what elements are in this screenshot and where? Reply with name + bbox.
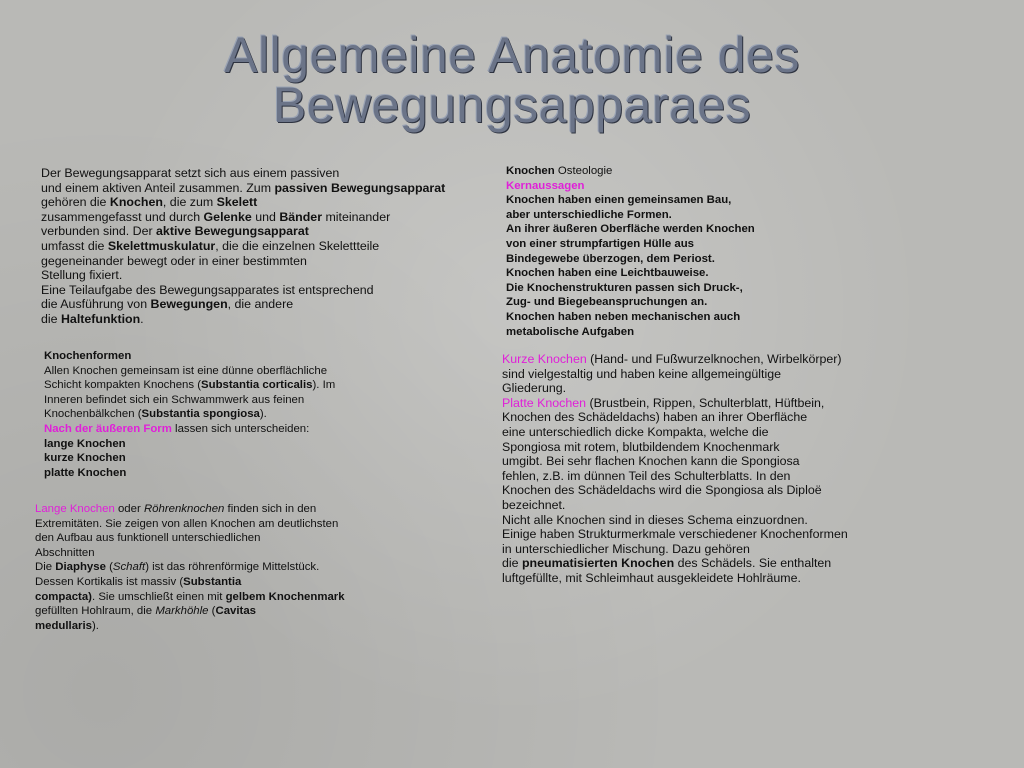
text-span: umgibt. Bei sehr flachen Knochen kann die Spongiosa: [502, 454, 800, 469]
text-line: [502, 425, 848, 440]
slide-title: [0, 27, 1024, 133]
text-span: (Brustbein, Rippen, Schulterblatt, Hüftbein,: [586, 395, 825, 410]
bold-text: Knochen: [506, 165, 555, 177]
text-span: gehören die: [41, 195, 110, 210]
text-line: [502, 513, 848, 528]
bold-text: gelbem Knochenmark: [225, 590, 345, 603]
text-span: (: [105, 561, 113, 574]
bold-text: Skelettmuskulatur: [107, 238, 216, 253]
text-span: (: [208, 605, 216, 618]
text-line: [502, 454, 848, 469]
bold-text: metabolische Aufgaben: [506, 325, 635, 338]
text-span: Eine Teilaufgabe des Bewegungsapparates ist entsprechend: [41, 282, 374, 297]
text-line: [44, 407, 335, 422]
text-line: [41, 312, 445, 327]
text-line: [44, 437, 335, 452]
text-line: [506, 266, 755, 281]
text-line: [44, 422, 335, 437]
text-span: den Aufbau aus funktionell unterschiedlichen: [35, 532, 261, 545]
text-line: [502, 440, 848, 455]
highlight-text: Nach der äußeren Form: [44, 422, 172, 435]
text-span: Extremitäten. Sie zeigen von allen Knochen am deutlichsten: [35, 517, 339, 530]
bold-text: Knochenformen: [44, 350, 132, 362]
text-span: des Schädels. Sie enthalten: [674, 556, 832, 571]
text-span: Dessen Kortikalis ist massiv (: [35, 575, 184, 588]
text-line: [502, 527, 848, 542]
text-span: in unterschiedlicher Mischung. Dazu gehören: [502, 541, 750, 556]
text-span: sind vielgestaltig und haben keine allgemeingültige: [502, 366, 781, 381]
text-line: [35, 517, 345, 532]
text-span: Einige haben Strukturmerkmale verschiedener Knochenformen: [502, 527, 848, 542]
text-span: miteinander: [322, 209, 391, 224]
text-span: , die zum: [162, 195, 217, 210]
text-span: ). Im: [312, 379, 336, 392]
text-span: Knochenbälkchen (: [44, 408, 142, 421]
knochenformen-section: [44, 349, 335, 480]
text-line: [35, 560, 345, 575]
bold-text: compacta): [35, 590, 92, 603]
text-span: und einem aktiven Anteil zusammen. Zum: [41, 180, 275, 195]
bold-text: Haltefunktion: [60, 311, 141, 326]
bold-text: Knochen haben neben mechanischen auch: [506, 310, 741, 323]
text-span: oder: [114, 503, 144, 515]
bold-text: Substantia spongiosa: [141, 408, 260, 421]
text-span: ).: [91, 619, 99, 632]
text-line: [41, 181, 445, 196]
highlight-text: Kernaussagen: [506, 179, 585, 192]
text-line: [35, 502, 345, 517]
text-line: [506, 222, 755, 237]
bold-text: Zug- und Biegebeanspruchungen an.: [506, 296, 708, 309]
bold-text: Substantia corticalis: [201, 379, 313, 392]
text-line: [44, 451, 335, 466]
text-span: gegeneinander bewegt oder in einer bestimmten: [41, 253, 307, 268]
text-line: [44, 364, 335, 379]
bold-text: Bindegewebe überzogen, dem Periost.: [506, 252, 715, 265]
highlight-text: Lange Knochen: [35, 503, 115, 515]
text-line: [41, 224, 445, 239]
text-line: [502, 396, 848, 411]
text-span: Osteologie: [554, 165, 613, 177]
text-line: [41, 166, 445, 181]
text-line: [41, 195, 445, 210]
text-line: [44, 378, 335, 393]
text-line: [506, 281, 755, 296]
text-line: [41, 297, 445, 312]
text-line: [41, 283, 445, 298]
bold-text: kurze Knochen: [44, 452, 126, 465]
bold-text: Knochen haben eine Leichtbauweise.: [506, 267, 709, 280]
text-line: [35, 590, 345, 605]
text-span: Nicht alle Knochen sind in dieses Schema einzuordnen.: [502, 512, 808, 527]
text-line: [41, 254, 445, 269]
text-span: und: [251, 209, 280, 224]
bold-text: Bewegungen: [150, 297, 228, 312]
text-span: Knochen des Schädeldachs) haben an ihrer Oberfläche: [502, 410, 808, 425]
text-span: eine unterschiedlich dicke Kompakta, welche die: [502, 424, 769, 439]
kurze-platte-knochen-section: [502, 352, 848, 586]
text-span: lassen sich unterscheiden:: [171, 422, 310, 435]
text-span: fehlen, z.B. im dünnen Teil des Schulterblatts. In den: [502, 468, 791, 483]
text-line: [506, 295, 755, 310]
bold-text: Diaphyse: [55, 561, 106, 574]
bold-text: medullaris: [35, 619, 92, 632]
text-span: luftgefüllte, mit Schleimhaut ausgekleidete Hohlräume.: [502, 570, 801, 585]
highlight-text: Platte Knochen: [502, 395, 587, 410]
text-span: Abschnitten: [35, 546, 95, 559]
bold-text: aktive Bewegungsapparat: [156, 224, 309, 239]
text-line: [502, 556, 848, 571]
bold-text: Cavitas: [215, 605, 256, 618]
text-span: Die: [35, 561, 56, 574]
text-line: [41, 239, 445, 254]
text-line: [506, 179, 755, 194]
text-span: Schaft: [112, 561, 146, 574]
text-span: zusammengefasst und durch: [41, 209, 204, 224]
text-line: [502, 483, 848, 498]
text-line: [506, 325, 755, 340]
text-span: Inneren befindet sich ein Schwammwerk aus feinen: [44, 393, 305, 406]
bold-text: lange Knochen: [44, 437, 126, 450]
text-line: [502, 352, 848, 367]
slide-title-line-2: Bewegungsapparaes: [272, 77, 752, 133]
text-span: (Hand- und Fußwurzelknochen, Wirbelkörper): [586, 352, 842, 366]
text-line: [44, 466, 335, 481]
text-span: Spongiosa mit rotem, blutbildendem Knochenmark: [502, 439, 780, 454]
text-line: [35, 546, 345, 561]
text-span: Markhöhle: [155, 605, 209, 618]
text-span: . Sie umschließt einen mit: [91, 590, 226, 603]
text-line: [502, 367, 848, 382]
text-line: [506, 164, 755, 179]
slide-title-line-1: Allgemeine Anatomie des: [224, 27, 800, 83]
text-span: umfasst die: [41, 238, 108, 253]
text-line: [506, 252, 755, 267]
kernaussagen-section: [506, 164, 755, 339]
bold-text: Knochen: [109, 195, 163, 210]
bold-text: Bänder: [279, 209, 323, 224]
text-span: Knochen des Schädeldachs wird die Spongiosa als Diploë: [502, 483, 822, 498]
text-line: [35, 575, 345, 590]
text-span: gefüllten Hohlraum, die: [35, 605, 156, 618]
text-line: [41, 210, 445, 225]
text-line: [502, 381, 848, 396]
text-line: [506, 237, 755, 252]
text-line: [35, 619, 345, 634]
text-line: [44, 349, 335, 364]
text-line: [35, 604, 345, 619]
highlight-text: Kurze Knochen: [502, 352, 587, 366]
bold-text: Skelett: [216, 195, 258, 210]
text-line: [41, 268, 445, 283]
text-line: [502, 410, 848, 425]
text-span: .: [140, 311, 144, 326]
bold-text: Substantia: [183, 575, 242, 588]
bold-text: Knochen haben einen gemeinsamen Bau,: [506, 194, 732, 207]
text-span: , die die einzelnen Skelettteile: [215, 238, 380, 253]
text-span: ) ist das röhrenförmige Mittelstück.: [145, 561, 320, 574]
text-line: [506, 208, 755, 223]
text-span: Stellung fixiert.: [41, 268, 123, 283]
bold-text: passiven Bewegungsapparat: [274, 180, 446, 195]
text-span: Allen Knochen gemeinsam ist eine dünne oberflächliche: [44, 364, 328, 377]
text-span: finden sich in den: [224, 503, 317, 515]
text-span: bezeichnet.: [502, 497, 566, 512]
text-span: verbunden sind. Der: [41, 224, 157, 239]
bold-text: An ihrer äußeren Oberfläche werden Knochen: [506, 223, 755, 236]
text-span: Der Bewegungsapparat setzt sich aus einem passiven: [41, 166, 340, 180]
text-span: die: [41, 311, 61, 326]
text-span: Schicht kompakten Knochens (: [44, 379, 202, 392]
text-line: [44, 393, 335, 408]
text-span: , die andere: [227, 297, 294, 312]
text-line: [502, 542, 848, 557]
bold-text: aber unterschiedliche Formen.: [506, 208, 672, 221]
bold-text: Gelenke: [203, 209, 252, 224]
text-line: [502, 469, 848, 484]
text-line: [506, 310, 755, 325]
text-span: ).: [259, 408, 267, 421]
bold-text: platte Knochen: [44, 466, 127, 479]
lange-knochen-section: [35, 502, 345, 633]
text-span: die: [502, 556, 522, 571]
bold-text: von einer strumpfartigen Hülle aus: [506, 237, 694, 250]
text-line: [502, 498, 848, 513]
bold-text: Die Knochenstrukturen passen sich Druck-,: [506, 281, 743, 294]
text-line: [35, 531, 345, 546]
text-span: Gliederung.: [502, 381, 567, 396]
text-span: die Ausführung von: [41, 297, 151, 312]
text-line: [506, 193, 755, 208]
bold-text: pneumatisierten Knochen: [521, 556, 675, 571]
text-span: Röhrenknochen: [143, 503, 225, 515]
text-line: [502, 571, 848, 586]
intro-paragraph: [41, 166, 445, 327]
